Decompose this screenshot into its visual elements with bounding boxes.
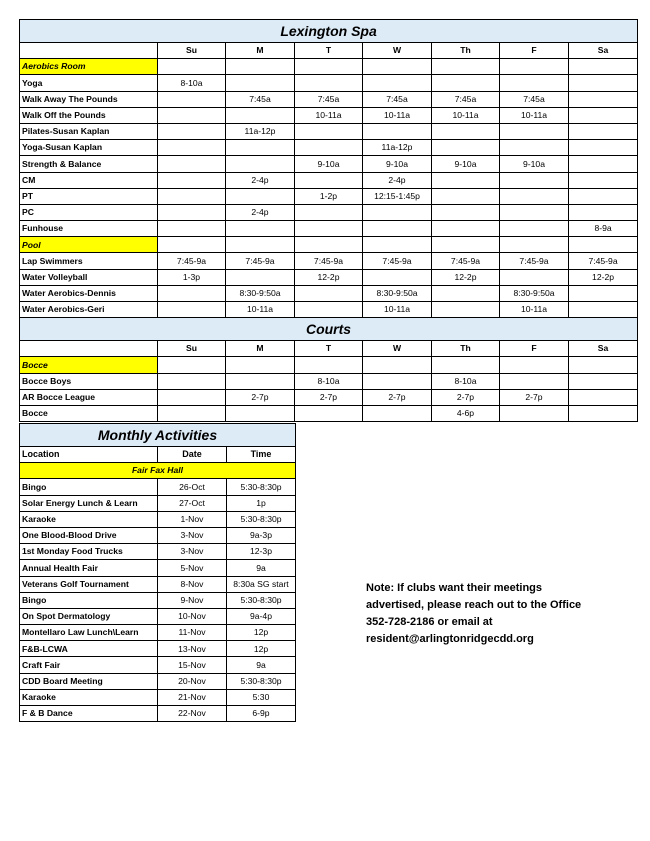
event-row: [20, 689, 296, 705]
time-cell: [500, 172, 569, 188]
time-cell: 4-6p: [432, 405, 500, 421]
time-cell: [295, 172, 363, 188]
event-name: Solar Energy Lunch & Learn: [20, 495, 158, 511]
time-cell: 2-7p: [295, 389, 363, 405]
day-header: Sa: [569, 43, 638, 59]
event-date: 27-Oct: [158, 495, 227, 511]
time-cell: [432, 75, 500, 91]
activity-name: Walk Off the Pounds: [20, 107, 158, 123]
location-header: Location: [20, 447, 158, 463]
time-cell: 8-10a: [158, 75, 226, 91]
activity-name: Walk Away The Pounds: [20, 91, 158, 107]
time-cell: 10-11a: [432, 107, 500, 123]
time-cell: [363, 373, 432, 389]
day-header: Su: [158, 341, 226, 357]
time-cell: [569, 373, 638, 389]
courts-day-header: [20, 341, 638, 357]
event-name: 1st Monday Food Trucks: [20, 544, 158, 560]
event-row: [20, 576, 296, 592]
time-cell: [226, 373, 295, 389]
time-cell: [569, 188, 638, 204]
empty-cell: [295, 357, 363, 373]
time-cell: [295, 204, 363, 220]
time-cell: 7:45a: [226, 91, 295, 107]
time-cell: [569, 140, 638, 156]
time-cell: 7:45a: [295, 91, 363, 107]
event-row: [20, 592, 296, 608]
event-date: 22-Nov: [158, 706, 227, 722]
time-cell: [500, 204, 569, 220]
event-name: Karaoke: [20, 511, 158, 527]
empty-cell: [569, 357, 638, 373]
time-cell: 2-4p: [226, 204, 295, 220]
time-cell: 7:45a: [363, 91, 432, 107]
time-cell: [158, 172, 226, 188]
monthly-title: [20, 424, 296, 447]
event-name: F & B Dance: [20, 706, 158, 722]
table-row: [20, 204, 638, 220]
time-cell: 12:15-1:45p: [363, 188, 432, 204]
time-cell: [226, 156, 295, 172]
time-cell: [226, 221, 295, 237]
event-name: Karaoke: [20, 689, 158, 705]
time-cell: [432, 204, 500, 220]
time-cell: [158, 156, 226, 172]
event-row: [20, 560, 296, 576]
time-cell: 9-10a: [363, 156, 432, 172]
time-cell: [432, 285, 500, 301]
hall-section: [20, 463, 296, 479]
note-text: Note: If clubs want their meetings advertised, please reach out to the Office 352-728-2186 or email at resident@arlingtonridgecdd.org: [366, 582, 582, 645]
time-cell: 7:45a: [432, 91, 500, 107]
time-cell: 12-2p: [432, 269, 500, 285]
time-cell: [500, 140, 569, 156]
event-date: 15-Nov: [158, 657, 227, 673]
event-date: 20-Nov: [158, 673, 227, 689]
event-name: Veterans Golf Tournament: [20, 576, 158, 592]
event-date: 13-Nov: [158, 641, 227, 657]
time-cell: [158, 373, 226, 389]
day-header: Sa: [569, 341, 638, 357]
time-cell: 8-10a: [432, 373, 500, 389]
day-header-blank: [20, 43, 158, 59]
time-cell: [363, 405, 432, 421]
table-row: [20, 75, 638, 91]
bocce-section-label: Bocce: [20, 357, 158, 373]
time-cell: [295, 405, 363, 421]
monthly-title-cell: Monthly Activities: [20, 424, 296, 447]
aerobics-section-label: Aerobics Room: [20, 59, 158, 75]
table-row: [20, 107, 638, 123]
spa-schedule-table: [19, 19, 638, 422]
pool-section: [20, 237, 638, 253]
time-cell: [158, 285, 226, 301]
time-cell: 2-7p: [500, 389, 569, 405]
time-cell: [569, 75, 638, 91]
time-cell: 10-11a: [363, 107, 432, 123]
empty-cell: [500, 237, 569, 253]
activity-name: AR Bocce League: [20, 389, 158, 405]
time-cell: [226, 269, 295, 285]
table-row: [20, 405, 638, 421]
activity-name: Yoga-Susan Kaplan: [20, 140, 158, 156]
empty-cell: [569, 237, 638, 253]
time-cell: 8-10a: [295, 373, 363, 389]
courts-title: [20, 318, 638, 341]
table-row: [20, 269, 638, 285]
activity-name: Bocce: [20, 405, 158, 421]
table-row: [20, 253, 638, 269]
activity-name: Bocce Boys: [20, 373, 158, 389]
event-row: [20, 479, 296, 495]
time-cell: [158, 221, 226, 237]
time-header: Time: [227, 447, 296, 463]
time-cell: 12-2p: [569, 269, 638, 285]
time-cell: [226, 107, 295, 123]
time-cell: 8:30-9:50a: [500, 285, 569, 301]
empty-cell: [158, 357, 226, 373]
day-header: Su: [158, 43, 226, 59]
event-date: 5-Nov: [158, 560, 227, 576]
activity-name: Strength & Balance: [20, 156, 158, 172]
event-time: 9a-4p: [227, 608, 296, 624]
empty-cell: [432, 237, 500, 253]
table-row: [20, 156, 638, 172]
day-header: T: [295, 341, 363, 357]
event-time: 5:30-8:30p: [227, 511, 296, 527]
event-date: 9-Nov: [158, 592, 227, 608]
activity-name: Pilates-Susan Kaplan: [20, 123, 158, 139]
activity-name: PT: [20, 188, 158, 204]
time-cell: 2-4p: [226, 172, 295, 188]
event-name: Annual Health Fair: [20, 560, 158, 576]
empty-cell: [363, 59, 432, 75]
time-cell: [295, 285, 363, 301]
time-cell: [158, 204, 226, 220]
time-cell: [226, 75, 295, 91]
table-row: [20, 91, 638, 107]
time-cell: 8-9a: [569, 221, 638, 237]
event-date: 3-Nov: [158, 527, 227, 543]
event-row: [20, 641, 296, 657]
day-header: W: [363, 43, 432, 59]
time-cell: [295, 75, 363, 91]
time-cell: 8:30-9:50a: [226, 285, 295, 301]
time-cell: [158, 140, 226, 156]
time-cell: 2-4p: [363, 172, 432, 188]
time-cell: [500, 373, 569, 389]
time-cell: [226, 405, 295, 421]
day-header: M: [226, 43, 295, 59]
time-cell: 2-7p: [226, 389, 295, 405]
event-row: [20, 608, 296, 624]
time-cell: 8:30-9:50a: [363, 285, 432, 301]
empty-cell: [569, 59, 638, 75]
event-row: [20, 495, 296, 511]
time-cell: [432, 172, 500, 188]
event-time: 9a: [227, 657, 296, 673]
time-cell: [295, 123, 363, 139]
time-cell: 9-10a: [432, 156, 500, 172]
table-row: [20, 140, 638, 156]
empty-cell: [295, 237, 363, 253]
time-cell: [500, 75, 569, 91]
day-header: F: [500, 43, 569, 59]
hall-label: Fair Fax Hall: [20, 463, 296, 479]
spa-day-header: [20, 43, 638, 59]
aerobics-section: [20, 59, 638, 75]
empty-cell: [295, 59, 363, 75]
event-row: [20, 625, 296, 641]
monthly-column-headers: [20, 447, 296, 463]
time-cell: 11a-12p: [363, 140, 432, 156]
empty-cell: [226, 357, 295, 373]
time-cell: [500, 405, 569, 421]
courts-title-cell: Courts: [20, 318, 638, 341]
empty-cell: [226, 59, 295, 75]
time-cell: [569, 285, 638, 301]
time-cell: 7:45a: [500, 91, 569, 107]
event-time: 9a-3p: [227, 527, 296, 543]
activity-name: Water Aerobics-Geri: [20, 302, 158, 318]
date-header: Date: [158, 447, 227, 463]
time-cell: [363, 269, 432, 285]
event-name: Bingo: [20, 592, 158, 608]
time-cell: [432, 140, 500, 156]
time-cell: 10-11a: [363, 302, 432, 318]
event-name: F&B-LCWA: [20, 641, 158, 657]
time-cell: [158, 123, 226, 139]
day-header: T: [295, 43, 363, 59]
time-cell: [569, 389, 638, 405]
time-cell: 12-2p: [295, 269, 363, 285]
monthly-activities-table: [19, 423, 296, 722]
event-row: [20, 511, 296, 527]
time-cell: [363, 123, 432, 139]
time-cell: [500, 269, 569, 285]
activity-name: Water Volleyball: [20, 269, 158, 285]
event-name: One Blood-Blood Drive: [20, 527, 158, 543]
time-cell: [569, 123, 638, 139]
table-row: [20, 302, 638, 318]
empty-cell: [363, 237, 432, 253]
time-cell: [432, 123, 500, 139]
time-cell: [569, 302, 638, 318]
event-date: 26-Oct: [158, 479, 227, 495]
event-name: On Spot Dermatology: [20, 608, 158, 624]
empty-cell: [500, 357, 569, 373]
event-date: 3-Nov: [158, 544, 227, 560]
time-cell: 10-11a: [226, 302, 295, 318]
time-cell: [363, 75, 432, 91]
time-cell: [500, 188, 569, 204]
day-header: Th: [432, 341, 500, 357]
event-time: 5:30-8:30p: [227, 673, 296, 689]
event-date: 8-Nov: [158, 576, 227, 592]
time-cell: [569, 91, 638, 107]
bocce-section: [20, 357, 638, 373]
table-row: [20, 285, 638, 301]
table-row: [20, 221, 638, 237]
time-cell: [158, 389, 226, 405]
table-row: [20, 389, 638, 405]
empty-cell: [500, 59, 569, 75]
time-cell: [569, 204, 638, 220]
event-row: [20, 657, 296, 673]
event-name: CDD Board Meeting: [20, 673, 158, 689]
event-time: 9a: [227, 560, 296, 576]
empty-cell: [158, 237, 226, 253]
time-cell: 9-10a: [295, 156, 363, 172]
event-time: 12p: [227, 625, 296, 641]
spa-title-cell: Lexington Spa: [20, 20, 638, 43]
table-row: [20, 188, 638, 204]
time-cell: [158, 405, 226, 421]
time-cell: [363, 221, 432, 237]
event-row: [20, 673, 296, 689]
activity-name: Lap Swimmers: [20, 253, 158, 269]
time-cell: [158, 107, 226, 123]
day-header: F: [500, 341, 569, 357]
time-cell: 1-3p: [158, 269, 226, 285]
event-date: 10-Nov: [158, 608, 227, 624]
time-cell: [432, 302, 500, 318]
time-cell: [226, 140, 295, 156]
event-row: [20, 527, 296, 543]
event-time: 12p: [227, 641, 296, 657]
time-cell: 10-11a: [500, 107, 569, 123]
event-name: Bingo: [20, 479, 158, 495]
event-time: 8:30a SG start: [227, 576, 296, 592]
day-header: W: [363, 341, 432, 357]
empty-cell: [363, 357, 432, 373]
time-cell: 2-7p: [432, 389, 500, 405]
day-header: M: [226, 341, 295, 357]
time-cell: [569, 156, 638, 172]
time-cell: [226, 188, 295, 204]
activity-name: Funhouse: [20, 221, 158, 237]
time-cell: [158, 302, 226, 318]
day-header: Th: [432, 43, 500, 59]
time-cell: [569, 107, 638, 123]
activity-name: Water Aerobics-Dennis: [20, 285, 158, 301]
time-cell: [363, 204, 432, 220]
time-cell: 7:45-9a: [500, 253, 569, 269]
activity-name: PC: [20, 204, 158, 220]
event-time: 6-9p: [227, 706, 296, 722]
time-cell: 9-10a: [500, 156, 569, 172]
time-cell: 7:45-9a: [432, 253, 500, 269]
time-cell: [569, 405, 638, 421]
time-cell: [432, 221, 500, 237]
event-date: 11-Nov: [158, 625, 227, 641]
pool-section-label: Pool: [20, 237, 158, 253]
time-cell: [500, 123, 569, 139]
time-cell: 11a-12p: [226, 123, 295, 139]
time-cell: 7:45-9a: [363, 253, 432, 269]
time-cell: 10-11a: [295, 107, 363, 123]
event-name: Montellaro Law Lunch\Learn: [20, 625, 158, 641]
empty-cell: [158, 59, 226, 75]
empty-cell: [432, 357, 500, 373]
time-cell: 7:45-9a: [158, 253, 226, 269]
activity-name: CM: [20, 172, 158, 188]
time-cell: [158, 91, 226, 107]
table-row: [20, 373, 638, 389]
event-time: 5:30: [227, 689, 296, 705]
time-cell: [500, 221, 569, 237]
event-row: [20, 544, 296, 560]
event-row: [20, 706, 296, 722]
spa-title: [20, 20, 638, 43]
table-row: [20, 172, 638, 188]
day-header-blank: [20, 341, 158, 357]
event-time: 12-3p: [227, 544, 296, 560]
time-cell: [569, 172, 638, 188]
time-cell: [158, 188, 226, 204]
empty-cell: [226, 237, 295, 253]
time-cell: 7:45-9a: [569, 253, 638, 269]
time-cell: 1-2p: [295, 188, 363, 204]
time-cell: [432, 188, 500, 204]
event-date: 1-Nov: [158, 511, 227, 527]
time-cell: 7:45-9a: [226, 253, 295, 269]
event-date: 21-Nov: [158, 689, 227, 705]
event-time: 5:30-8:30p: [227, 592, 296, 608]
time-cell: 10-11a: [500, 302, 569, 318]
empty-cell: [432, 59, 500, 75]
event-time: 1p: [227, 495, 296, 511]
event-time: 5:30-8:30p: [227, 479, 296, 495]
time-cell: 2-7p: [363, 389, 432, 405]
time-cell: [295, 302, 363, 318]
event-name: Craft Fair: [20, 657, 158, 673]
time-cell: 7:45-9a: [295, 253, 363, 269]
activity-name: Yoga: [20, 75, 158, 91]
time-cell: [295, 221, 363, 237]
time-cell: [295, 140, 363, 156]
table-row: [20, 123, 638, 139]
